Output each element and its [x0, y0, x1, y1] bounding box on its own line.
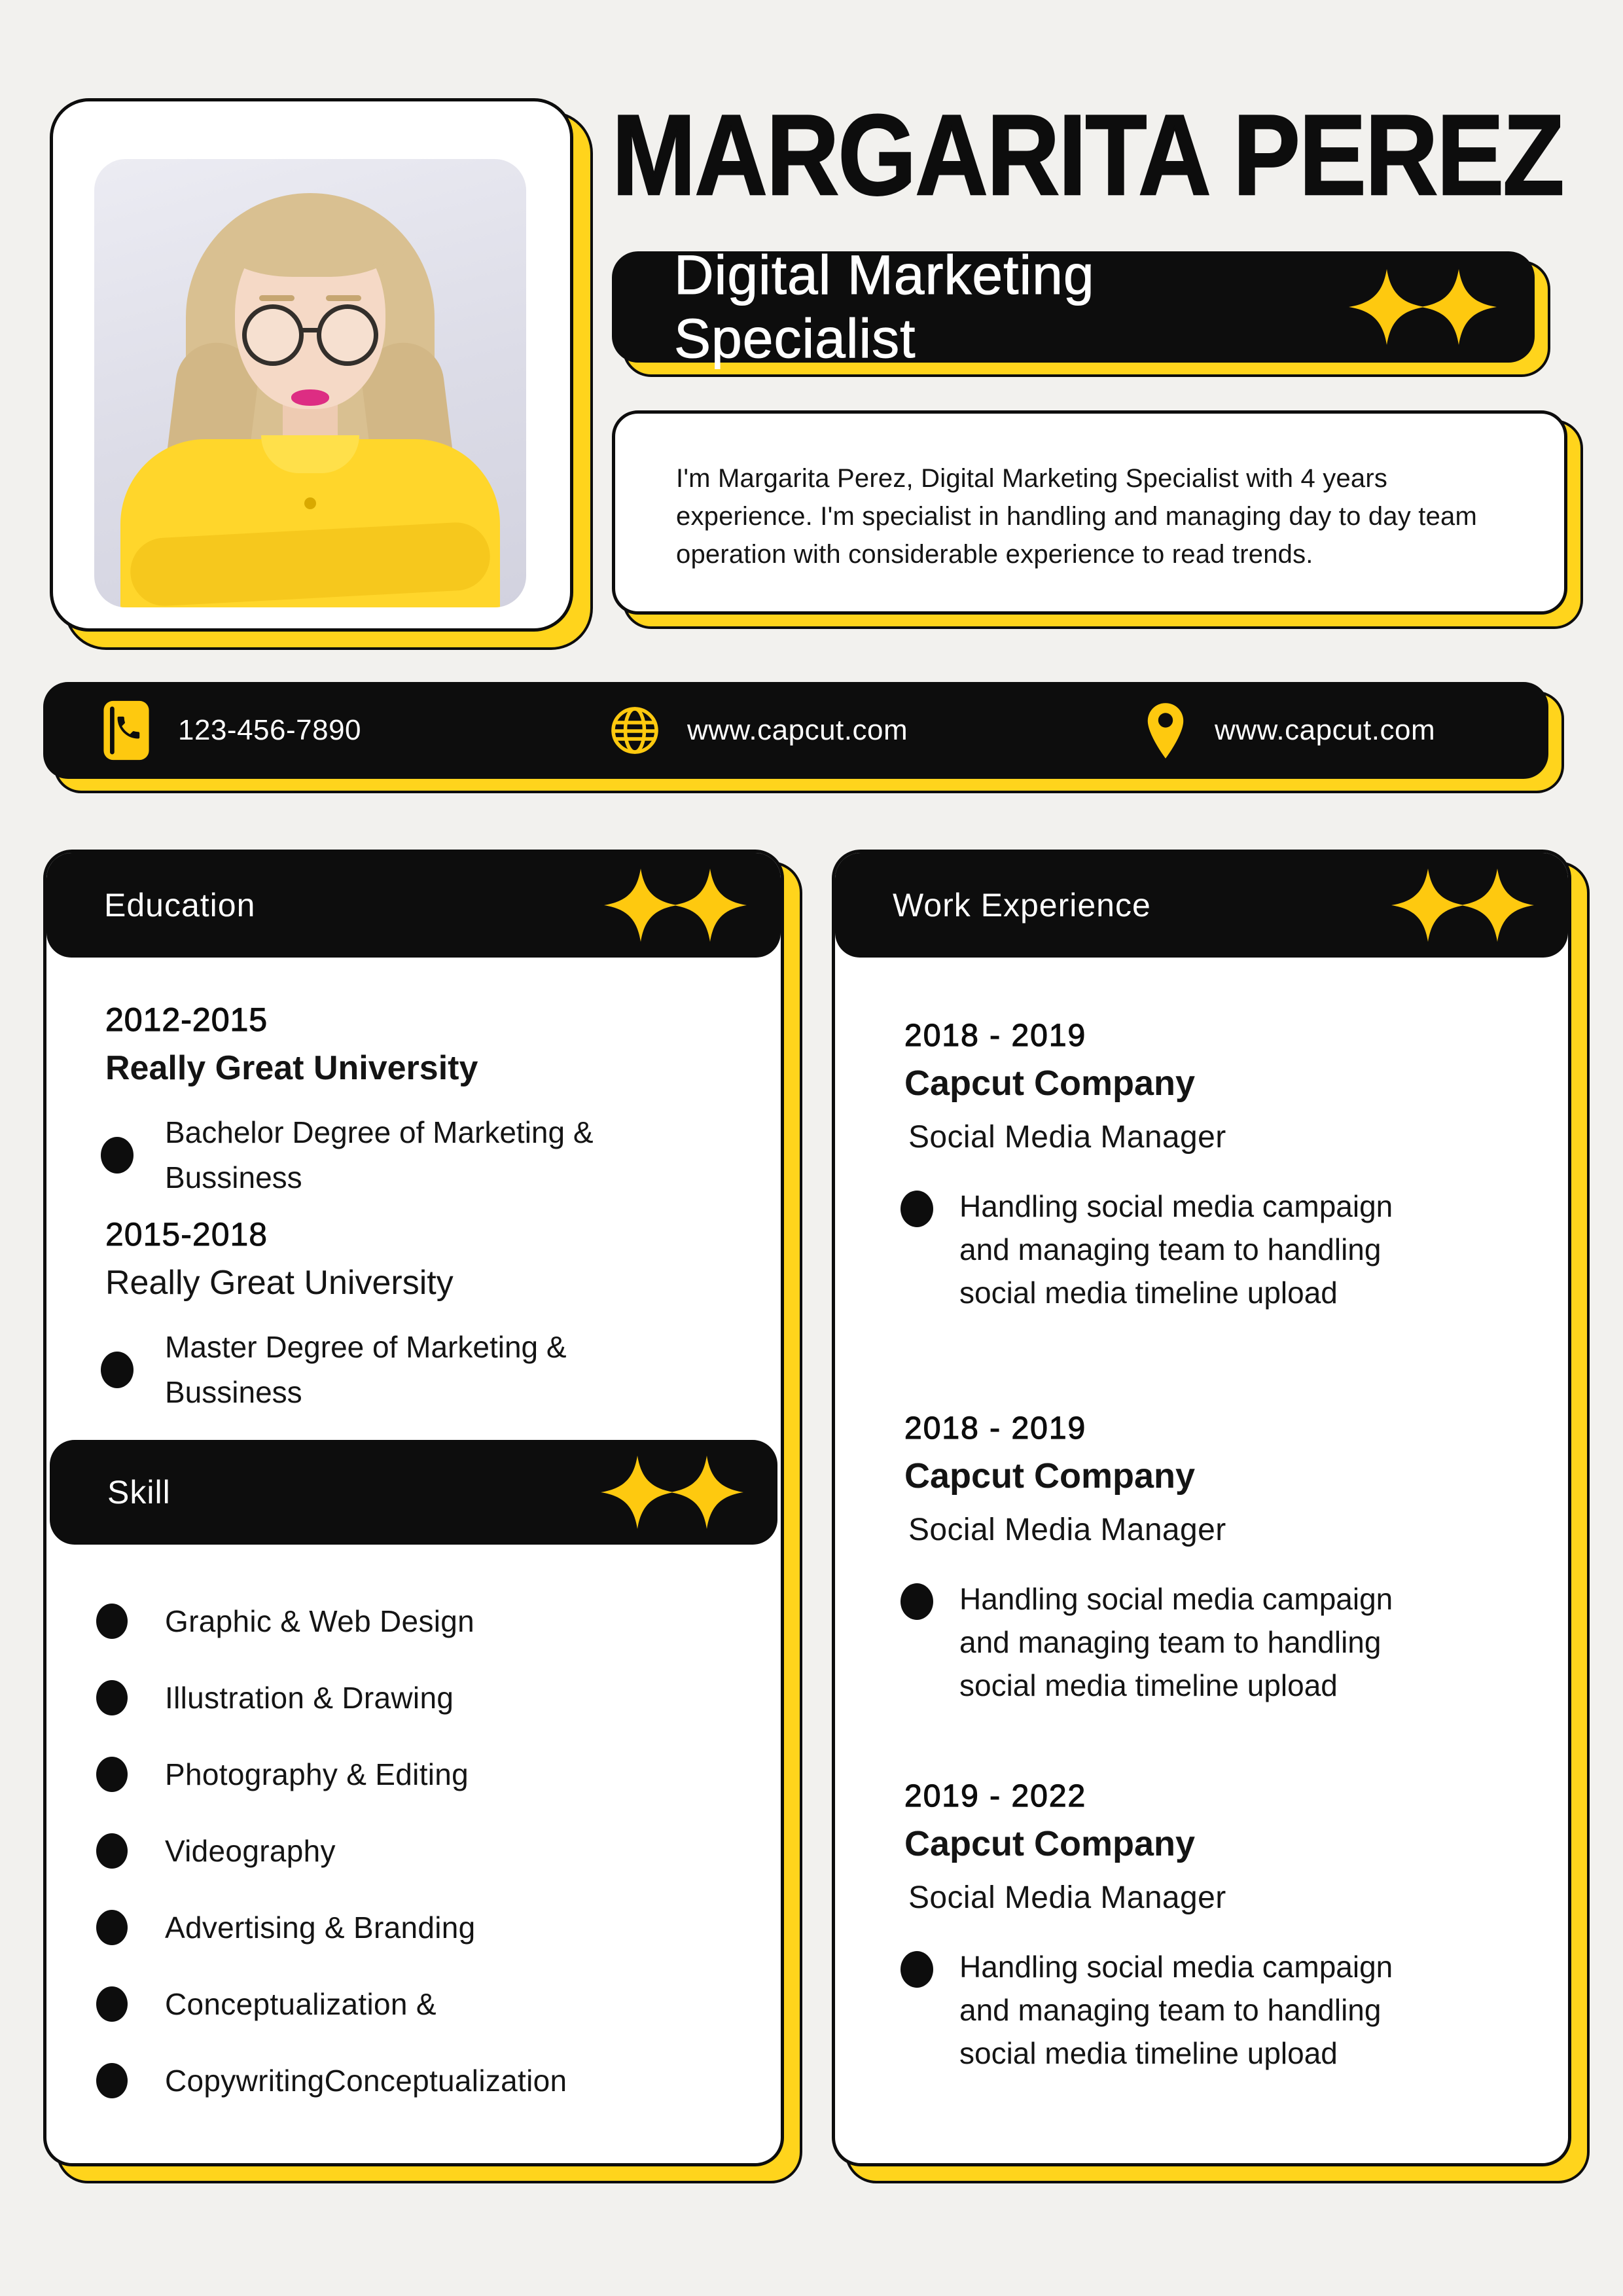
skill-label: Conceptualization &: [165, 1986, 437, 2021]
skill-label: Videography: [165, 1833, 336, 1868]
bullet-dot: [901, 1951, 933, 1988]
experience-years: 2018 - 2019: [904, 1411, 1087, 1446]
sparkle-icon: [1349, 269, 1425, 345]
list-item: [96, 1583, 744, 1659]
experience-role: Social Media Manager: [908, 1120, 1226, 1155]
experience-description-item: [901, 1578, 1526, 1707]
portrait-eyebrow-left: [259, 295, 294, 301]
education-entry: [105, 1215, 747, 1415]
list-item: [96, 1812, 744, 1889]
experience-entry: [904, 1410, 1526, 1707]
education-years: 2012-2015: [105, 1001, 268, 1038]
education-title: Education: [104, 887, 256, 924]
profile-photo-card: [50, 98, 573, 632]
contact-phone: [101, 682, 361, 779]
education-school: Really Great University: [105, 1049, 478, 1087]
phone-icon: [101, 699, 152, 762]
experience-role: Social Media Manager: [908, 1513, 1226, 1547]
experience-company: Capcut Company: [904, 1824, 1196, 1863]
experience-years: 2019 - 2022: [904, 1779, 1087, 1814]
work-experience-title: Work Experience: [893, 887, 1151, 924]
sparkle-icon: [673, 869, 747, 942]
skill-sparkles: [601, 1456, 743, 1529]
list-item: [96, 1736, 744, 1812]
education-degree: Bachelor Degree of Marketing & Bussiness: [165, 1115, 594, 1194]
sparkle-icon: [1391, 869, 1465, 942]
bullet-dot: [96, 1910, 128, 1945]
contact-phone-label: 123-456-7890: [178, 714, 362, 746]
work-experience-card: [832, 850, 1571, 2166]
sparkle-icon: [601, 1456, 674, 1529]
education-sparkles: [604, 869, 747, 942]
bullet-dot: [901, 1583, 933, 1620]
education-section-header: [46, 853, 781, 958]
work-experience-section-header: [835, 853, 1568, 958]
portrait-glasses-right: [317, 304, 378, 366]
bullet-dot: [96, 1604, 128, 1639]
profile-photo: [94, 159, 526, 607]
experience-description: Handling social media campaign and managing team to handling social media timeline upload: [959, 1950, 1393, 2070]
experience-company: Capcut Company: [904, 1064, 1196, 1103]
name-text: MARGARITA PEREZ: [612, 92, 1563, 219]
education-school: Really Great University: [105, 1264, 454, 1302]
bullet-dot: [101, 1352, 134, 1388]
portrait-glasses-left: [242, 304, 304, 366]
bullet-dot: [101, 1137, 134, 1174]
list-item: [96, 2042, 744, 2119]
list-item: [96, 1965, 744, 2042]
portrait-glasses-bridge: [302, 328, 318, 332]
skill-label: Advertising & Branding: [165, 1910, 476, 1945]
experience-role: Social Media Manager: [908, 1880, 1226, 1915]
skill-label: CopywritingConceptualization: [165, 2063, 567, 2098]
experience-description-item: [901, 1946, 1526, 2075]
contact-website-label: www.capcut.com: [687, 714, 908, 746]
location-pin-icon: [1143, 701, 1188, 760]
sparkle-icon: [604, 869, 677, 942]
bullet-dot: [96, 1680, 128, 1715]
page-title-name: [612, 92, 1592, 219]
sparkle-icon: [1421, 269, 1497, 345]
about-text: I'm Margarita Perez, Digital Marketing Specialist with 4 years experience. I'm specialist in handling and managing day to day team operation with considerable experience to read trends.: [676, 464, 1477, 569]
portrait-hair-fringe: [223, 200, 398, 277]
skill-label: Photography & Editing: [165, 1757, 469, 1791]
education-entry: [105, 1001, 747, 1200]
role-badge: [612, 244, 1535, 369]
skill-label: Graphic & Web Design: [165, 1604, 475, 1638]
bullet-dot: [96, 1986, 128, 2022]
sparkle-icon: [670, 1456, 743, 1529]
skill-title: Skill: [107, 1474, 171, 1511]
sparkle-icon: [1461, 869, 1534, 942]
skill-section-header: [50, 1440, 777, 1545]
contact-location: [1143, 682, 1435, 779]
list-item: [96, 1659, 744, 1736]
education-degree-item: [105, 1325, 747, 1415]
role-badge-label: Digital Marketing Specialist: [674, 244, 1095, 369]
education-years: 2015-2018: [105, 1216, 268, 1253]
bullet-dot: [96, 2063, 128, 2098]
contact-website: [609, 682, 908, 779]
experience-description-item: [901, 1185, 1526, 1314]
experience-description: Handling social media campaign and managing team to handling social media timeline upload: [959, 1582, 1393, 1702]
education-skill-card: [43, 850, 784, 2166]
experience-entry: [904, 1778, 1526, 2075]
contact-location-label: www.capcut.com: [1215, 714, 1436, 746]
skill-list: [96, 1583, 744, 2119]
experience-entry: [904, 1018, 1526, 1314]
skill-label: Illustration & Drawing: [165, 1680, 454, 1715]
experience-years: 2018 - 2019: [904, 1018, 1087, 1053]
portrait-jacket-button: [304, 497, 316, 509]
portrait-eyebrow-right: [326, 295, 361, 301]
experience-description: Handling social media campaign and managing team to handling social media timeline upload: [959, 1189, 1393, 1310]
experience-company: Capcut Company: [904, 1456, 1196, 1496]
education-degree: Master Degree of Marketing & Bussiness: [165, 1330, 567, 1409]
portrait-lips: [291, 389, 329, 406]
bullet-dot: [96, 1833, 128, 1869]
bullet-dot: [901, 1191, 933, 1227]
about-box: [612, 410, 1567, 615]
list-item: [96, 1889, 744, 1965]
work-experience-sparkles: [1391, 869, 1534, 942]
globe-icon: [609, 704, 661, 757]
bullet-dot: [96, 1757, 128, 1792]
contact-bar: [43, 682, 1548, 779]
education-degree-item: [105, 1110, 747, 1200]
badge-sparkles: [1349, 269, 1497, 345]
